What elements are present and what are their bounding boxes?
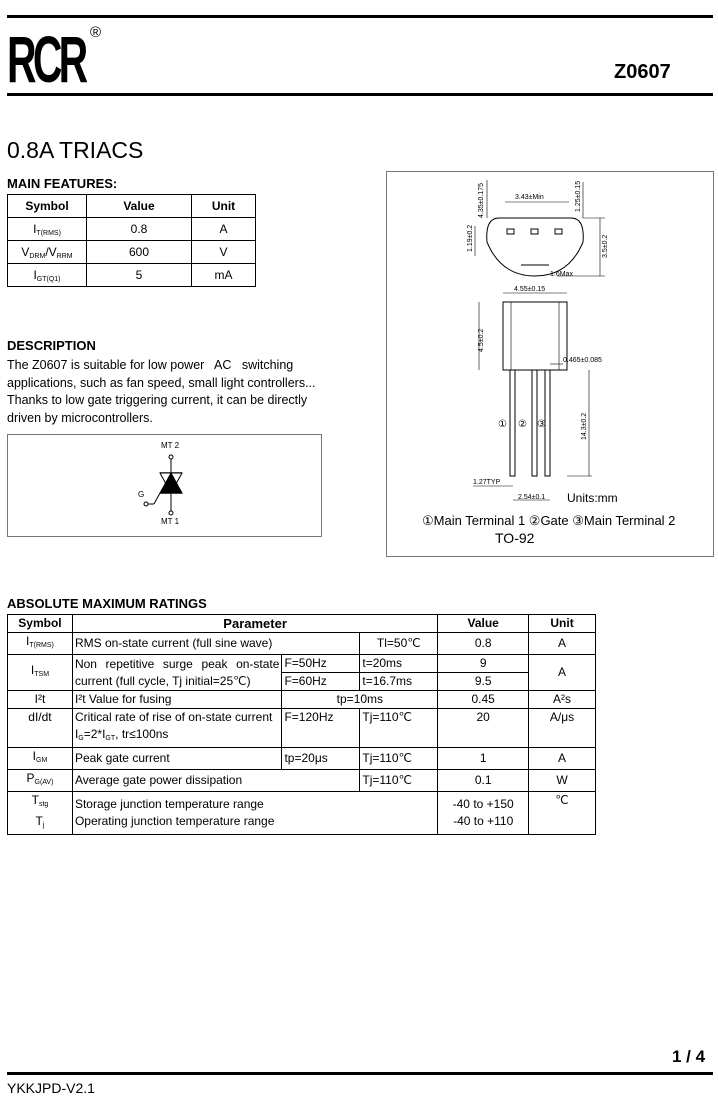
to92-outline-drawing: [387, 172, 713, 556]
dim-pitch: 2.54±0.1: [518, 494, 546, 501]
amr-col-symbol: Symbol: [8, 615, 73, 633]
page-title: 0.8A TRIACS: [7, 137, 144, 163]
unit-cell: A: [192, 218, 256, 241]
amr-col-parameter: Parameter: [72, 615, 437, 633]
company-logo: [7, 26, 87, 84]
page-number: 1 / 4: [672, 1047, 706, 1066]
table-row: [8, 241, 256, 264]
doc-code: YKKJPD-V2.1: [7, 1080, 95, 1096]
svg-text:RCR: RCR: [7, 26, 85, 84]
table-row: [8, 264, 256, 287]
table-row: $I_{TSM}$ Non repetitive surge peak on-state current (full cycle, Tj initial=25℃) F=50Hz t=20ms 9 A: [8, 655, 596, 673]
dim-lead-length: 14.3±0.2: [581, 412, 588, 440]
part-number: Z0607: [614, 61, 671, 83]
amr-table: [7, 614, 596, 835]
table-row: I²t I²t Value for fusing tp=10ms 0.45 A²s: [8, 691, 596, 709]
unit-cell: mA: [192, 264, 256, 287]
value-cell: 600: [87, 241, 192, 264]
table-row: $T_{stg}$ $T_j$ Storage junction temperature range Operating junction temperature range -40 to +150 -40 to +110 ℃: [8, 792, 596, 835]
unit-cell: V: [192, 241, 256, 264]
col-unit: Unit: [192, 195, 256, 218]
table-row: $P_{G(AV)}$ Average gate power dissipation Tj=110℃ 0.1 W: [8, 770, 596, 792]
units-label: Units:mm: [567, 491, 618, 505]
dim-height-a: 4.35±0.175: [478, 183, 485, 218]
main-features-table: [7, 194, 256, 287]
gate-label: G: [138, 490, 145, 499]
header-top-rule: [7, 15, 713, 18]
table-row: $I_{T(RMS)}$ RMS on-state current (full sine wave) Tl=50℃ 0.8 A: [8, 633, 596, 655]
header-bottom-rule: [7, 93, 713, 96]
pin-3-label: ③: [537, 419, 546, 430]
mt1-label: MT 1: [161, 517, 180, 526]
dim-pitch-typ: 1.27TYP: [473, 479, 501, 486]
amr-col-value: Value: [438, 615, 529, 633]
dim-body-height: 4.5±0.2: [478, 328, 485, 352]
dim-flat: 1.6Max: [550, 271, 573, 278]
pin-1-label: ①: [498, 419, 507, 430]
table-row: dI/dt Critical rate of rise of on-state current $I_G=2*I_{GT}$, tr≤100ns F=120Hz Tj=110℃ 20 A/μs: [8, 709, 596, 748]
dim-side-a: 3.5±0.2: [602, 234, 609, 258]
triac-symbol-box: [7, 434, 322, 537]
dim-lead-width: 0.465±0.085: [563, 357, 602, 364]
table-row: F=60Hz t=16.7ms 9.5: [8, 673, 596, 691]
amr-col-unit: Unit: [529, 615, 596, 633]
registered-mark: ®: [90, 24, 102, 41]
value-cell: 5: [87, 264, 192, 287]
amr-heading: ABSOLUTE MAXIMUM RATINGS: [7, 596, 207, 611]
description-text: The Z0607 is suitable for low power AC switching applications, such as fan speed, small light controllers... Thanks to low gate triggering current, it can be directly driven by microcontrollers.: [7, 358, 316, 425]
package-drawing-box: [386, 171, 714, 557]
main-features-heading: MAIN FEATURES:: [7, 176, 118, 191]
package-name: TO-92: [495, 530, 535, 546]
symbol-cell: $V_{DRM}/V_{RRM}$: [8, 241, 87, 264]
value-cell: 0.8: [87, 218, 192, 241]
footer-rule: [7, 1072, 713, 1075]
col-value: Value: [87, 195, 192, 218]
mt2-label: MT 2: [161, 441, 180, 450]
dim-side-b: 1.19±0.2: [467, 224, 474, 252]
description-heading: DESCRIPTION: [7, 338, 96, 353]
col-symbol: Symbol: [8, 195, 87, 218]
table-row: [8, 218, 256, 241]
dim-height-b: 1.25±0.15: [575, 180, 582, 212]
terminal-legend: ①Main Terminal 1 ②Gate ③Main Terminal 2: [422, 513, 676, 528]
dim-body-width: 4.55±0.15: [514, 286, 546, 293]
symbol-cell: $I_{GT(Q1)}$: [8, 264, 87, 287]
symbol-cell: $I_{T(RMS)}$: [8, 218, 87, 241]
dim-top-width: 3.43±Min: [515, 194, 544, 201]
table-row: $I_{GM}$ Peak gate current tp=20μs Tj=110℃ 1 A: [8, 748, 596, 770]
pin-2-label: ②: [518, 419, 527, 430]
